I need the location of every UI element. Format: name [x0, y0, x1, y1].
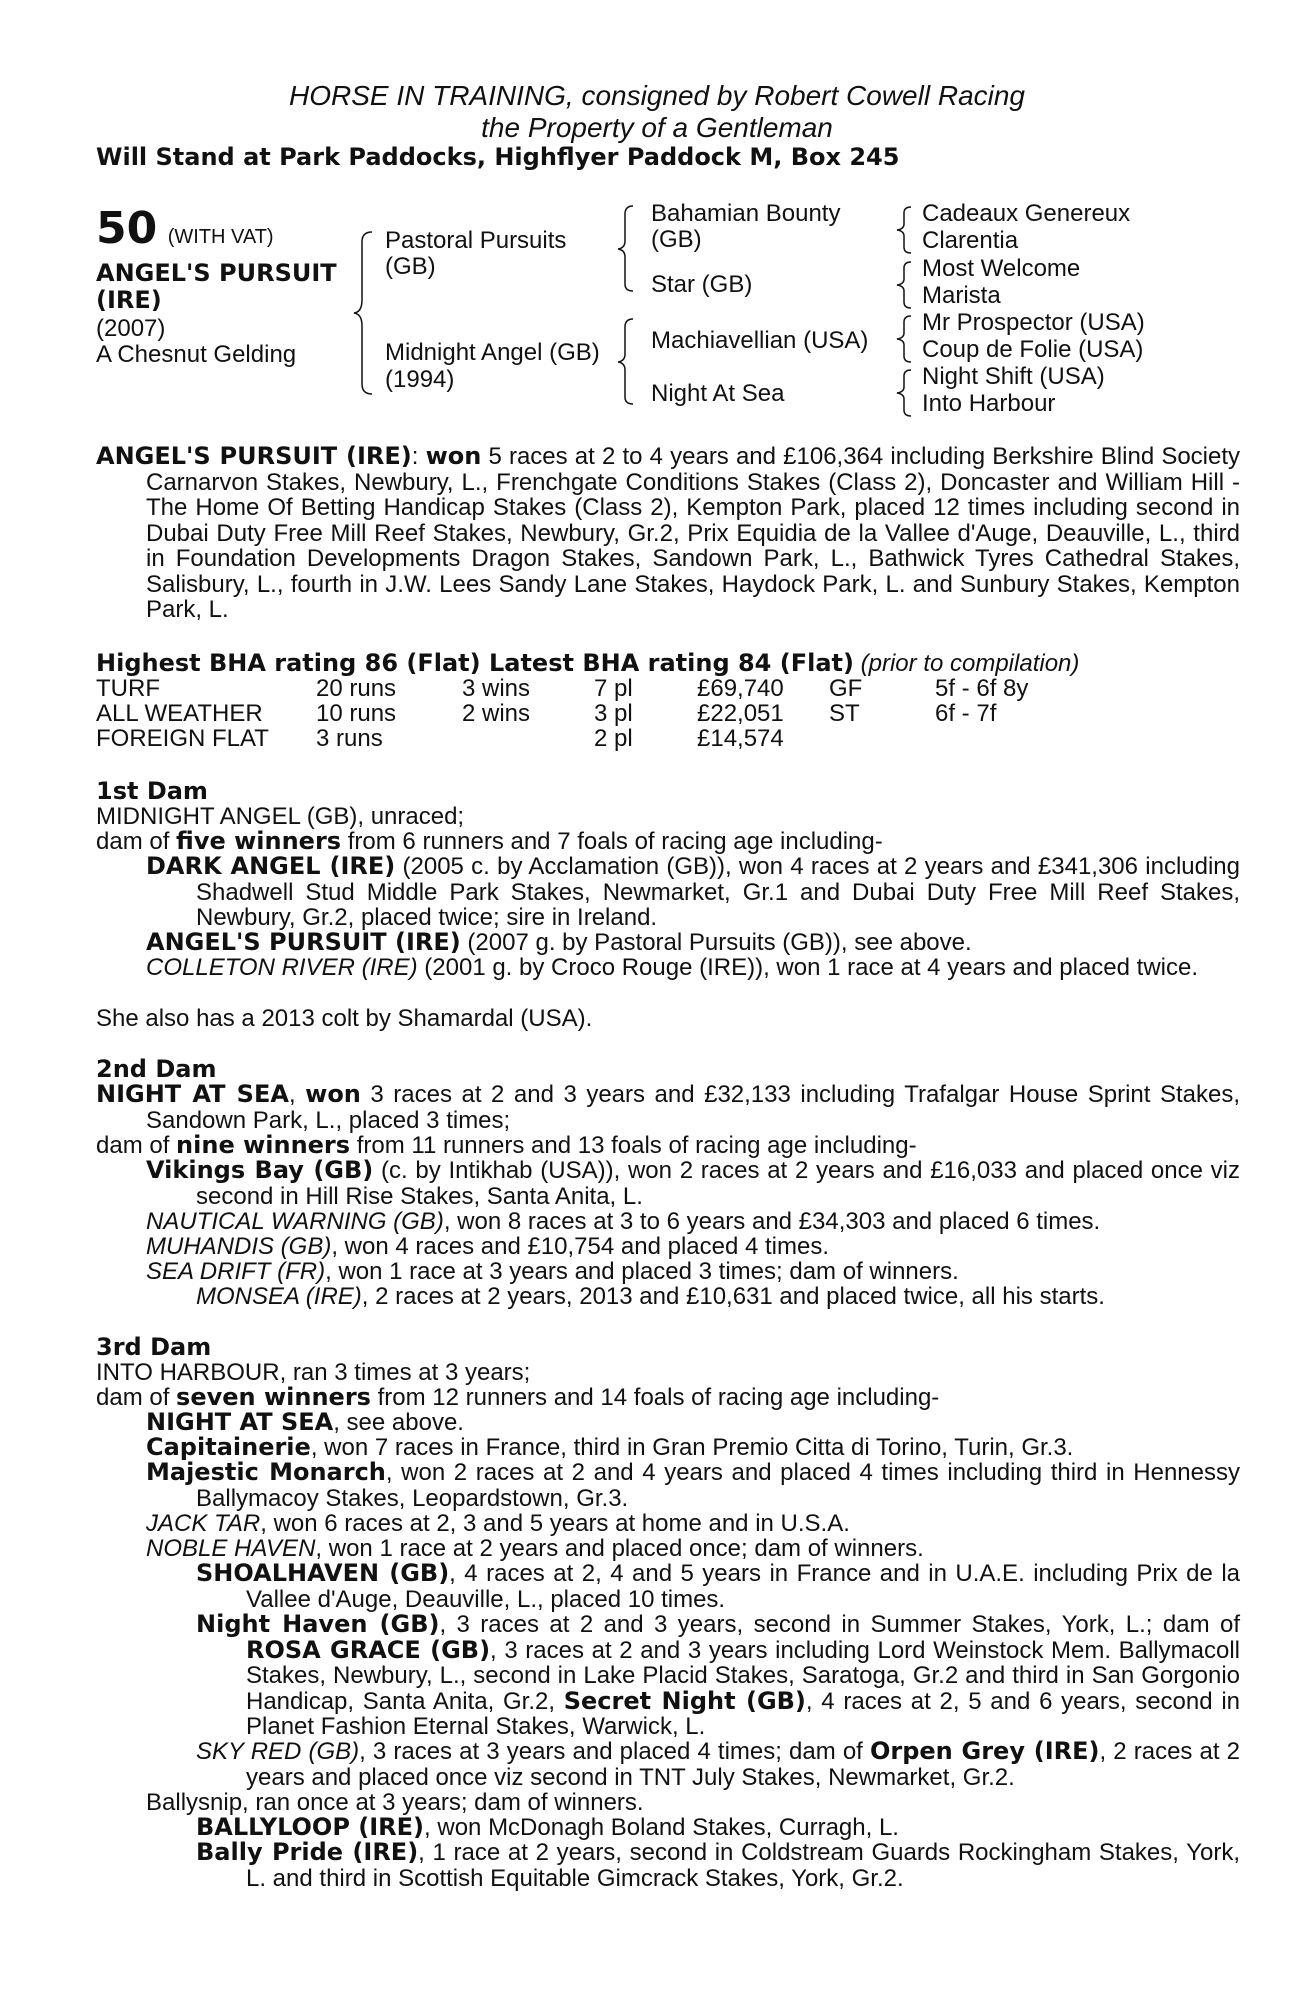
pedigree-g5: Mr Prospector (USA) [922, 309, 1145, 336]
dam2-line2: dam of nine winners from 11 runners and 13 foals of racing age including- [96, 1131, 917, 1159]
ratings-cell-wins: 3 wins [462, 675, 531, 702]
ratings-cell-surface: TURF [96, 675, 160, 702]
pedigree-brace-dam [615, 316, 639, 406]
pedigree-dam: Midnight Angel (GB) [385, 339, 600, 366]
pedigree-brace-g56 [893, 313, 917, 365]
ratings-cell-pl: 2 pl [594, 725, 633, 752]
dam2-entry-5: MONSEA (IRE), 2 races at 2 years, 2013 and £10,631 and placed twice, all his starts. [196, 1283, 1105, 1310]
summary-won: won [425, 442, 482, 470]
pedigree-sire-country: (GB) [385, 253, 436, 280]
pedigree-sire-sire-country: (GB) [651, 226, 702, 253]
lot-number-row [96, 203, 274, 254]
pedigree-g6: Coup de Folie (USA) [922, 336, 1144, 363]
dam3-line1: INTO HARBOUR, ran 3 times at 3 years; [96, 1359, 531, 1386]
ratings-cell-pl: 7 pl [594, 675, 633, 702]
dam1-heading: 1st Dam [96, 777, 208, 805]
pedigree-dam-sire: Machiavellian (USA) [651, 327, 869, 354]
summary-horse-name: ANGEL'S PURSUIT (IRE) [96, 442, 412, 470]
lot-year: (2007) [96, 315, 166, 342]
dam3-entry-1: NIGHT AT SEA, see above. [146, 1408, 464, 1436]
dam1-entry-3: COLLETON RIVER (IRE) (2001 g. by Croco Rouge (IRE)), won 1 race at 4 years and placed twice. [146, 954, 1198, 981]
pedigree-dam-dam: Night At Sea [651, 380, 785, 407]
pedigree-sire-sire: Bahamian Bounty [651, 200, 841, 227]
lot-name-line1: ANGEL'S PURSUIT [96, 259, 337, 287]
pedigree-g8: Into Harbour [922, 390, 1056, 417]
dam2-entry-1: Vikings Bay (GB) (c. by Intikhab (USA)), won 2 races at 2 years and £16,033 and placed once viz second in Hill Rise Stakes, Santa Anita, L. [146, 1156, 1241, 1210]
dam3-entry-10: BALLYLOOP (IRE), won McDonagh Boland Stakes, Curragh, L. [196, 1813, 899, 1841]
dam3-entry-5: NOBLE HAVEN, won 1 race at 2 years and placed once; dam of winners. [146, 1535, 924, 1562]
ratings-cell-pl: 3 pl [594, 700, 633, 727]
dam3-entry-9: Ballysnip, ran once at 3 years; dam of winners. [146, 1789, 644, 1816]
ratings-heading: Highest BHA rating 86 (Flat) Latest BHA rating 84 (Flat) [96, 649, 854, 677]
dam3-entry-2: Capitainerie, won 7 races in France, third in Gran Premio Citta di Torino, Turin, Gr.3. [146, 1433, 1074, 1461]
pedigree-brace-g78 [893, 367, 917, 419]
ratings-cell-money: £69,740 [697, 675, 784, 702]
race-record-summary: ANGEL'S PURSUIT (IRE): won 5 races at 2 to 4 years and £106,364 including Berkshire Blind Society Carnarvon Stakes, Newbury, L., Frenchgate Conditions Stakes (Class 2), Doncaster and William Hill - The Home Of Betting Handicap Stakes (Class 2), Kempton Park, placed 12 times including second in Dubai Duty Free Mill Reef Stakes, Newbury, Gr.2, Prix Equidia de la Vallee d'Auge, Deauville, L., third in Foundation Developments Dragon Stakes, Sandown Park, L., Bathwick Tyres Cathedral Stakes, Salisbury, L., fourth in J.W. Lees Sandy Lane Stakes, Haydock Park, L. and Sunbury Stakes, Kempton Park, L. [96, 442, 1241, 623]
pedigree-g4: Marista [922, 282, 1001, 309]
dam3-entry-4: JACK TAR, won 6 races at 2, 3 and 5 years at home and in U.S.A. [146, 1510, 850, 1537]
ratings-cell-money: £14,574 [697, 725, 784, 752]
pedigree-g3: Most Welcome [922, 255, 1081, 282]
summary-text: 5 races at 2 to 4 years and £106,364 including Berkshire Blind Society Carnarvon Stakes, Newbury, L., Frenchgate Conditions Stakes (Class 2), Doncaster and William Hill - The Home Of Betting Handicap Stakes (Class 2), Kempton Park, placed 12 times including second in Dubai Duty Free Mill Reef Stakes, Newbury, Gr.2, Prix Equidia de la Vallee d'Auge, Deauville, L., third in Foundation Developments Dragon Stakes, Sandown Park, L., Bathwick Tyres Cathedral Stakes, Salisbury, L., fourth in J.W. Lees Sandy Lane Stakes, Haydock Park, L. and Sunbury Stakes, Kempton Park, L. [146, 443, 1241, 623]
pedigree-g7: Night Shift (USA) [922, 363, 1105, 390]
ratings-cell-wins: 2 wins [462, 700, 531, 727]
dam1-entry-1: DARK ANGEL (IRE) (2005 c. by Acclamation (GB)), won 4 races at 2 years and £341,306 including Shadwell Stud Middle Park Stakes, Newmarket, Gr.1 and Dubai Duty Free Mill Reef Stakes, Newbury, Gr.2, placed twice; sire in Ireland. [146, 852, 1240, 931]
ratings-cell-dist: 5f - 6f 8y [935, 675, 1029, 702]
dam2-line1: NIGHT AT SEA, won 3 races at 2 and 3 years and £32,133 including Trafalgar House Sprint Stakes, Sandown Park, L., placed 3 times; [96, 1080, 1241, 1134]
dam1-line3: She also has a 2013 colt by Shamardal (USA). [96, 1005, 593, 1032]
ratings-cell-runs: 20 runs [316, 675, 397, 702]
header-title: HORSE IN TRAINING, consigned by Robert Cowell Racing [288, 80, 1026, 111]
ratings-heading-row [96, 651, 1079, 676]
dam3-entry-11: Bally Pride (IRE), 1 race at 2 years, second in Coldstream Guards Rockingham Stakes, York, L. and third in Scottish Equitable Gimcrack Stakes, York, Gr.2. [196, 1838, 1240, 1892]
ratings-cell-money: £22,051 [697, 700, 784, 727]
pedigree-sire: Pastoral Pursuits [385, 227, 567, 254]
ratings-cell-runs: 10 runs [316, 700, 397, 727]
lot-name-line2: (IRE) [96, 286, 162, 314]
ratings-cell-surface: ALL WEATHER [96, 700, 263, 727]
dam3-entry-3: Majestic Monarch, won 2 races at 2 and 4 years and placed 4 times including third in Hennessy Ballymacoy Stakes, Leopardstown, Gr.3. [146, 1458, 1240, 1512]
dam2-heading: 2nd Dam [96, 1055, 217, 1083]
ratings-cell-going: ST [829, 700, 860, 727]
dam3-line2: dam of seven winners from 12 runners and 14 foals of racing age including- [96, 1383, 940, 1411]
header-location: Will Stand at Park Paddocks, Highflyer Paddock M, Box 245 [96, 143, 900, 171]
pedigree-brace-g12 [893, 204, 917, 256]
lot-vat: (WITH VAT) [167, 226, 274, 248]
lot-number: 50 [96, 203, 158, 254]
pedigree-brace-g34 [893, 259, 917, 311]
dam3-entry-7: Night Haven (GB), 3 races at 2 and 3 years, second in Summer Stakes, York, L.; dam of ROSA GRACE (GB), 3 races at 2 and 3 years including Lord Weinstock Mem. Ballymacoll Stakes, Newbury, L., second in Lake Placid Stakes, Saratoga, Gr.2 and third in San Gorgonio Handicap, Santa Anita, Gr.2, Secret Night (GB), 4 races at 2, 5 and 6 years, second in Planet Fashion Eternal Stakes, Warwick, L. [196, 1610, 1240, 1740]
ratings-cell-surface: FOREIGN FLAT [96, 725, 269, 752]
dam3-entry-8: SKY RED (GB), 3 races at 3 years and placed 4 times; dam of Orpen Grey (IRE), 2 races at 2 years and placed once viz second in TNT July Stakes, Newmarket, Gr.2. [196, 1737, 1240, 1791]
pedigree-dam-year: (1994) [385, 366, 455, 393]
ratings-cell-dist: 6f - 7f [935, 700, 997, 727]
lot-description: A Chesnut Gelding [96, 341, 297, 368]
ratings-note: (prior to compilation) [860, 650, 1080, 677]
dam1-line2: dam of five winners from 6 runners and 7 foals of racing age including- [96, 827, 883, 855]
pedigree-g1: Cadeaux Genereux [922, 200, 1131, 227]
dam1-entry-2: ANGEL'S PURSUIT (IRE) (2007 g. by Pastoral Pursuits (GB)), see above. [146, 928, 972, 956]
dam1-line1: MIDNIGHT ANGEL (GB), unraced; [96, 803, 465, 830]
ratings-cell-going: GF [829, 675, 863, 702]
header-subtitle: the Property of a Gentleman [481, 112, 833, 143]
pedigree-g2: Clarentia [922, 227, 1019, 254]
dam3-entry-6: SHOALHAVEN (GB), 4 races at 2, 4 and 5 years in France and in U.A.E. including Prix de la Vallee d'Auge, Deauville, L., placed 10 times. [196, 1559, 1241, 1613]
dam2-entry-2: NAUTICAL WARNING (GB), won 8 races at 3 to 6 years and £34,303 and placed 6 times. [146, 1208, 1101, 1235]
pedigree-brace-sire [615, 203, 639, 293]
dam3-heading: 3rd Dam [96, 1333, 212, 1361]
ratings-cell-runs: 3 runs [316, 725, 383, 752]
pedigree-brace-main [350, 228, 380, 398]
pedigree-sire-dam: Star (GB) [651, 271, 753, 298]
dam2-entry-3: MUHANDIS (GB), won 4 races and £10,754 and placed 4 times. [146, 1233, 830, 1260]
dam2-entry-4: SEA DRIFT (FR), won 1 race at 3 years and placed 3 times; dam of winners. [146, 1258, 959, 1285]
